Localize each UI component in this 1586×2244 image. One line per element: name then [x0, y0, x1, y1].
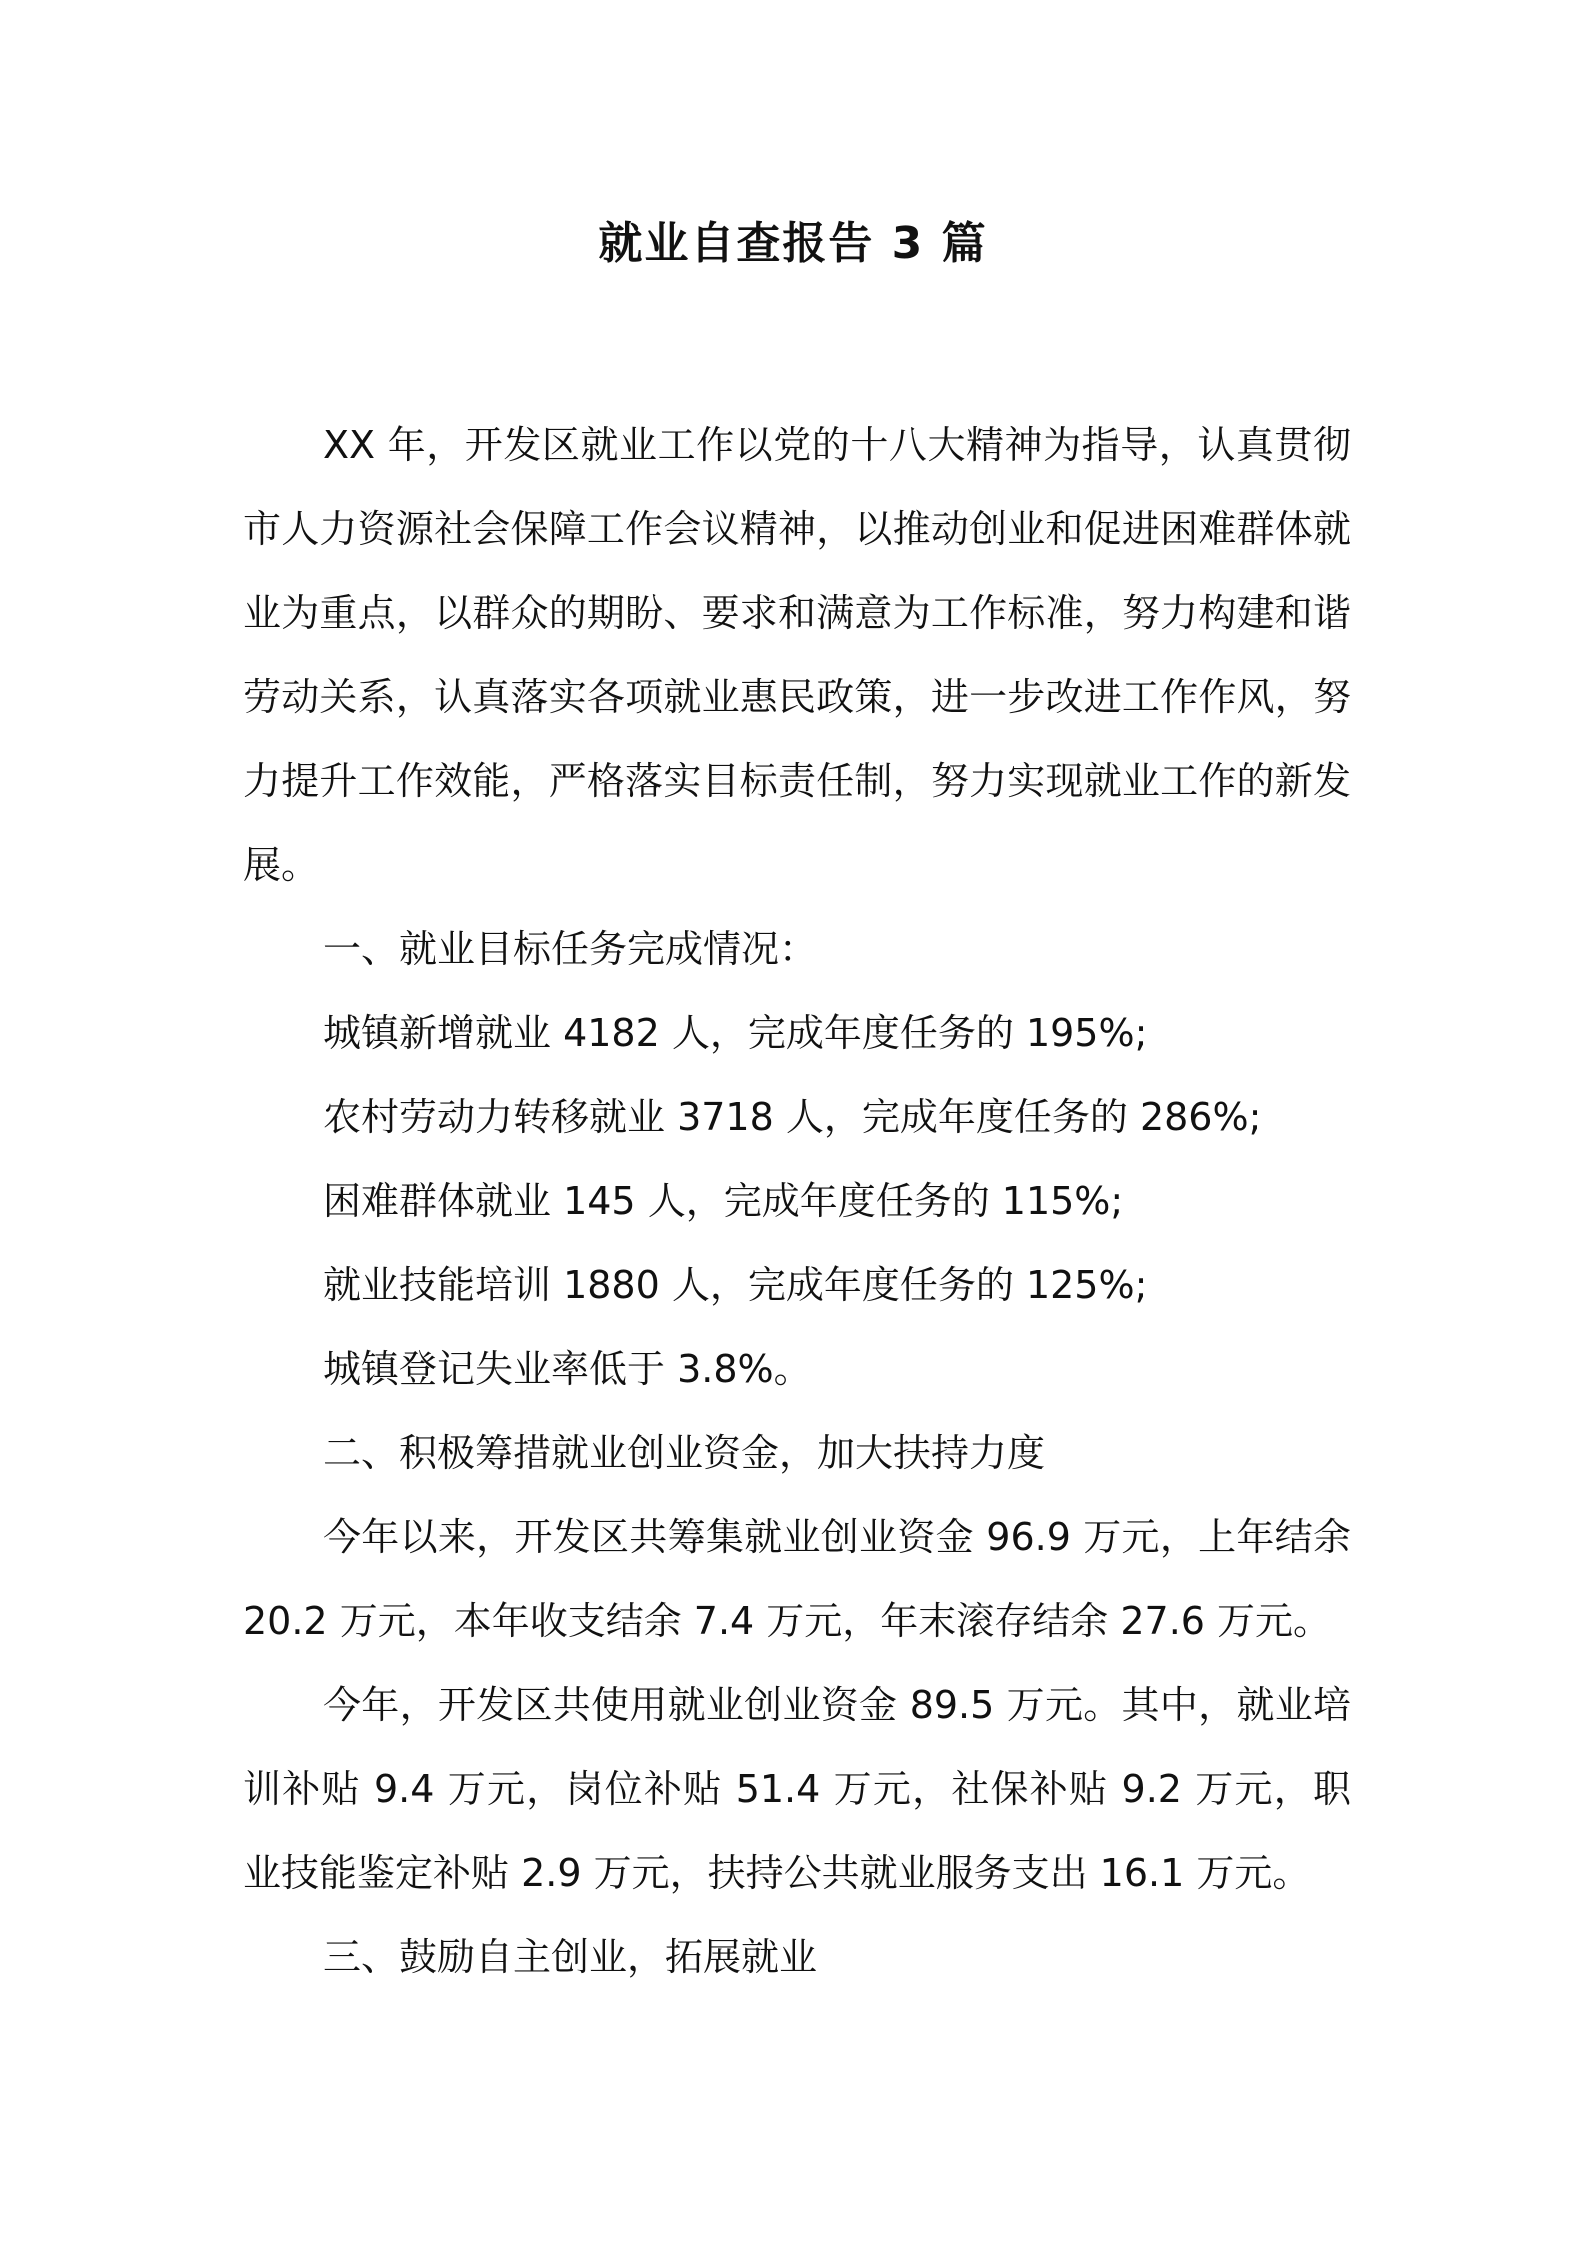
section-1-heading: 一、就业目标任务完成情况：	[323, 927, 818, 971]
intro-paragraph: XX 年，开发区就业工作以党的十八大精神为指导，认真贯彻市人力资源社会保障工作会议精神，以推动创业和促进困难群体就业为重点，以群众的期盼、要求和满意为工作标准，努力构建和谐劳动关系，认真落实各项就业惠民政策，进一步改进工作作风，努力提升工作效能，严格落实目标责任制，努力实现就业工作的新发展。	[243, 423, 1351, 887]
funds-raised-paragraph: 今年以来，开发区共筹集就业创业资金 96.9 万元，上年结余 20.2 万元，本年收支结余 7.4 万元，年末滚存结余 27.6 万元。	[243, 1515, 1351, 1643]
target-item-unemployment-rate: 城镇登记失业率低于 3.8%。	[323, 1347, 812, 1391]
document-body	[243, 403, 1351, 1999]
section-2-heading: 二、积极筹措就业创业资金，加大扶持力度	[323, 1431, 1046, 1475]
target-item-difficult-groups: 困难群体就业 145 人，完成年度任务的 115%;	[323, 1179, 1124, 1223]
section-3-heading: 三、鼓励自主创业，拓展就业	[323, 1935, 818, 1979]
target-item-urban-employment: 城镇新增就业 4182 人，完成年度任务的 195%;	[323, 1011, 1148, 1055]
target-item-skills-training: 就业技能培训 1880 人，完成年度任务的 125%;	[323, 1263, 1148, 1307]
funds-used-paragraph: 今年，开发区共使用就业创业资金 89.5 万元。其中，就业培训补贴 9.4 万元，岗位补贴 51.4 万元，社保补贴 9.2 万元，职业技能鉴定补贴 2.9 万元，扶持公共就业服务支出 16.1 万元。	[243, 1683, 1351, 1895]
document-title: 就业自查报告 3 篇	[598, 218, 988, 269]
target-item-rural-transfer: 农村劳动力转移就业 3718 人，完成年度任务的 286%;	[323, 1095, 1262, 1139]
